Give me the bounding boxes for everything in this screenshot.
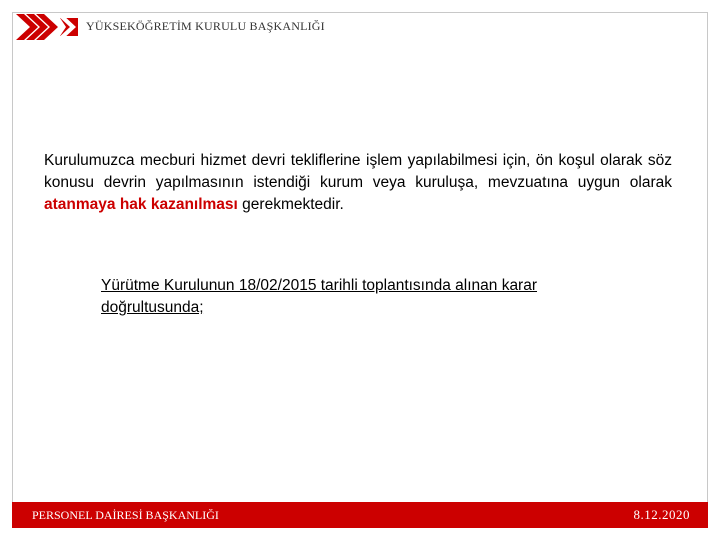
slide-frame <box>12 12 708 528</box>
footer-department: PERSONEL DAİRESİ BAŞKANLIĞI <box>32 508 219 522</box>
yok-logo-icon <box>16 14 78 40</box>
footer-date: 8.12.2020 <box>633 507 690 522</box>
paragraph-text-end: gerekmektedir. <box>237 196 344 213</box>
main-paragraph <box>44 150 672 216</box>
header-title: YÜKSEKÖĞRETİM KURULU BAŞKANLIĞI <box>86 19 325 33</box>
paragraph-highlight: atanmaya hak kazanılması <box>44 196 238 213</box>
paragraph-text-start: Kurulumuzca mecburi hizmet devri tekliflerine işlem yapılabilmesi için, ön koşul olarak söz konusu devrin yapılmasının istendiği kurum veya kuruluşa, mevzuatına uygun olarak <box>44 152 672 191</box>
decision-note: Yürütme Kurulunun 18/02/2015 tarihli toplantısında alınan karar doğrultusunda; <box>101 277 538 316</box>
footer-bar <box>12 502 708 528</box>
